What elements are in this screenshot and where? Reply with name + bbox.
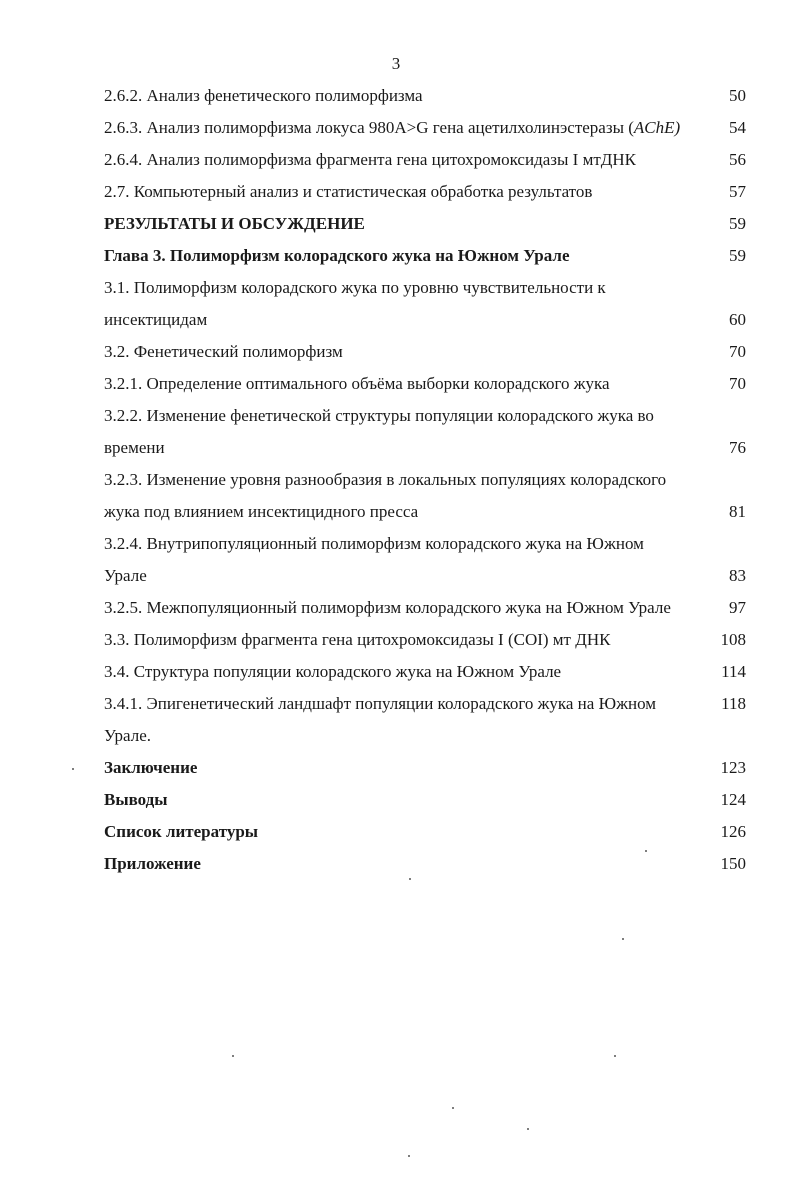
toc-entry-title-line2: Урале bbox=[104, 566, 147, 585]
toc-entry-title-line2: времени bbox=[104, 438, 165, 457]
scan-speck bbox=[614, 1055, 616, 1057]
toc-entry-title-line2: Урале. bbox=[104, 726, 152, 745]
toc-entry-title: 2.6.2. Анализ фенетического полиморфизма bbox=[104, 86, 423, 105]
toc-entry-title bbox=[104, 464, 712, 528]
toc-entry-page: 81 bbox=[729, 502, 746, 521]
toc-entry-page: 108 bbox=[720, 630, 746, 649]
toc-entry-page: 124 bbox=[720, 790, 746, 809]
toc-entry-chapter-3 bbox=[104, 240, 746, 272]
toc-entry-title-line1: 3.1. Полиморфизм колорадского жука по уровню чувствительности к bbox=[104, 278, 606, 297]
toc-entry-3-2-5 bbox=[104, 592, 746, 624]
toc-entry-2-6-2 bbox=[104, 80, 746, 112]
toc-entry-title: 2.6.4. Анализ полиморфизма фрагмента гена цитохромоксидазы I мтДНК bbox=[104, 150, 636, 169]
toc-entry-title-main: 2.6.3. Анализ полиморфизма локуса 980A>G гена ацетилхолинэстеразы ( bbox=[104, 118, 634, 137]
toc-entry-page: 56 bbox=[729, 150, 746, 169]
toc-entry-page: 60 bbox=[729, 310, 746, 329]
toc-entry-title: 3.3. Полиморфизм фрагмента гена цитохромоксидазы I (COI) мт ДНК bbox=[104, 630, 611, 649]
toc-entry-page: 114 bbox=[721, 662, 746, 681]
scan-speck bbox=[622, 938, 624, 940]
toc-entry-title: 2.7. Компьютерный анализ и статистическая обработка результатов bbox=[104, 182, 593, 201]
toc-entry-3-1 bbox=[104, 272, 746, 336]
toc-entry-title-line1: 3.2.2. Изменение фенетической структуры популяции колорадского жука во bbox=[104, 406, 654, 425]
scan-speck bbox=[408, 1155, 410, 1157]
toc-entry-title: 3.2.5. Межпопуляционный полиморфизм колорадского жука на Южном Урале bbox=[104, 598, 671, 617]
toc-entry-page: 59 bbox=[729, 246, 746, 265]
toc-entry-title bbox=[104, 112, 712, 144]
toc-entry-3-3 bbox=[104, 624, 746, 656]
scan-speck bbox=[72, 768, 74, 770]
toc-entry-page: 70 bbox=[729, 374, 746, 393]
toc-entry-page: 54 bbox=[729, 118, 746, 137]
toc-entry-3-2-3 bbox=[104, 464, 746, 528]
toc-entry-findings bbox=[104, 784, 746, 816]
scan-speck bbox=[452, 1107, 454, 1109]
scan-speck bbox=[409, 878, 411, 880]
toc-entry-3-2-2 bbox=[104, 400, 746, 464]
toc-entry-title-line1: 3.2.3. Изменение уровня разнообразия в локальных популяциях колорадского bbox=[104, 470, 667, 489]
toc-entry-2-6-4 bbox=[104, 144, 746, 176]
toc-entry-3-2-4 bbox=[104, 528, 746, 592]
toc-entry-page: 83 bbox=[729, 566, 746, 585]
scan-speck bbox=[527, 1128, 529, 1130]
toc-entry-results-discussion bbox=[104, 208, 746, 240]
toc-entry-title: 3.4. Структура популяции колорадского жука на Южном Урале bbox=[104, 662, 562, 681]
toc-entry-title-line1: 3.2.4. Внутрипопуляционный полиморфизм колорадского жука на Южном bbox=[104, 534, 644, 553]
toc-entry-2-7 bbox=[104, 176, 746, 208]
toc-entry-page: 97 bbox=[729, 598, 746, 617]
page-number: 3 bbox=[391, 54, 401, 73]
toc-entry-title: Список литературы bbox=[104, 822, 259, 841]
toc-entry-appendix bbox=[104, 848, 746, 880]
toc-entry-title bbox=[104, 528, 712, 592]
toc-entry-3-2-1 bbox=[104, 368, 746, 400]
toc-entry-title: РЕЗУЛЬТАТЫ И ОБСУЖДЕНИЕ bbox=[104, 214, 365, 233]
toc-entry-title-line2: жука под влиянием инсектицидного пресса bbox=[104, 502, 419, 521]
toc-entry-page: 70 bbox=[729, 342, 746, 361]
toc-entry-3-2 bbox=[104, 336, 746, 368]
toc-entry-3-4 bbox=[104, 656, 746, 688]
table-of-contents bbox=[104, 80, 746, 880]
toc-entry-title: Заключение bbox=[104, 758, 198, 777]
toc-entry-page: 126 bbox=[720, 822, 746, 841]
toc-entry-3-4-1 bbox=[104, 688, 746, 752]
toc-entry-title: 3.2.1. Определение оптимального объёма выборки колорадского жука bbox=[104, 374, 610, 393]
toc-entry-title-line1: 3.4.1. Эпигенетический ландшафт популяции колорадского жука на Южном bbox=[104, 694, 657, 713]
toc-entry-conclusion bbox=[104, 752, 746, 784]
scan-speck bbox=[645, 850, 647, 852]
toc-entry-page: 50 bbox=[729, 86, 746, 105]
toc-entry-title: Глава 3. Полиморфизм колорадского жука на Южном Урале bbox=[104, 246, 570, 265]
toc-entry-title bbox=[104, 272, 712, 336]
toc-entry-2-6-3 bbox=[104, 112, 746, 144]
toc-entry-page: 57 bbox=[729, 182, 746, 201]
toc-entry-page: 118 bbox=[721, 694, 746, 713]
toc-entry-title: Приложение bbox=[104, 854, 201, 873]
toc-entry-title-line2: инсектицидам bbox=[104, 310, 208, 329]
toc-entry-page: 76 bbox=[729, 438, 746, 457]
toc-entry-page: 59 bbox=[729, 214, 746, 233]
toc-entry-page: 150 bbox=[720, 854, 746, 873]
toc-entry-references bbox=[104, 816, 746, 848]
toc-entry-title: 3.2. Фенетический полиморфизм bbox=[104, 342, 343, 361]
scan-speck bbox=[232, 1055, 234, 1057]
toc-entry-title bbox=[104, 688, 712, 752]
toc-entry-title: Выводы bbox=[104, 790, 168, 809]
toc-entry-page: 123 bbox=[720, 758, 746, 777]
toc-entry-title-italic: AChE) bbox=[633, 118, 681, 137]
toc-entry-title bbox=[104, 400, 712, 464]
